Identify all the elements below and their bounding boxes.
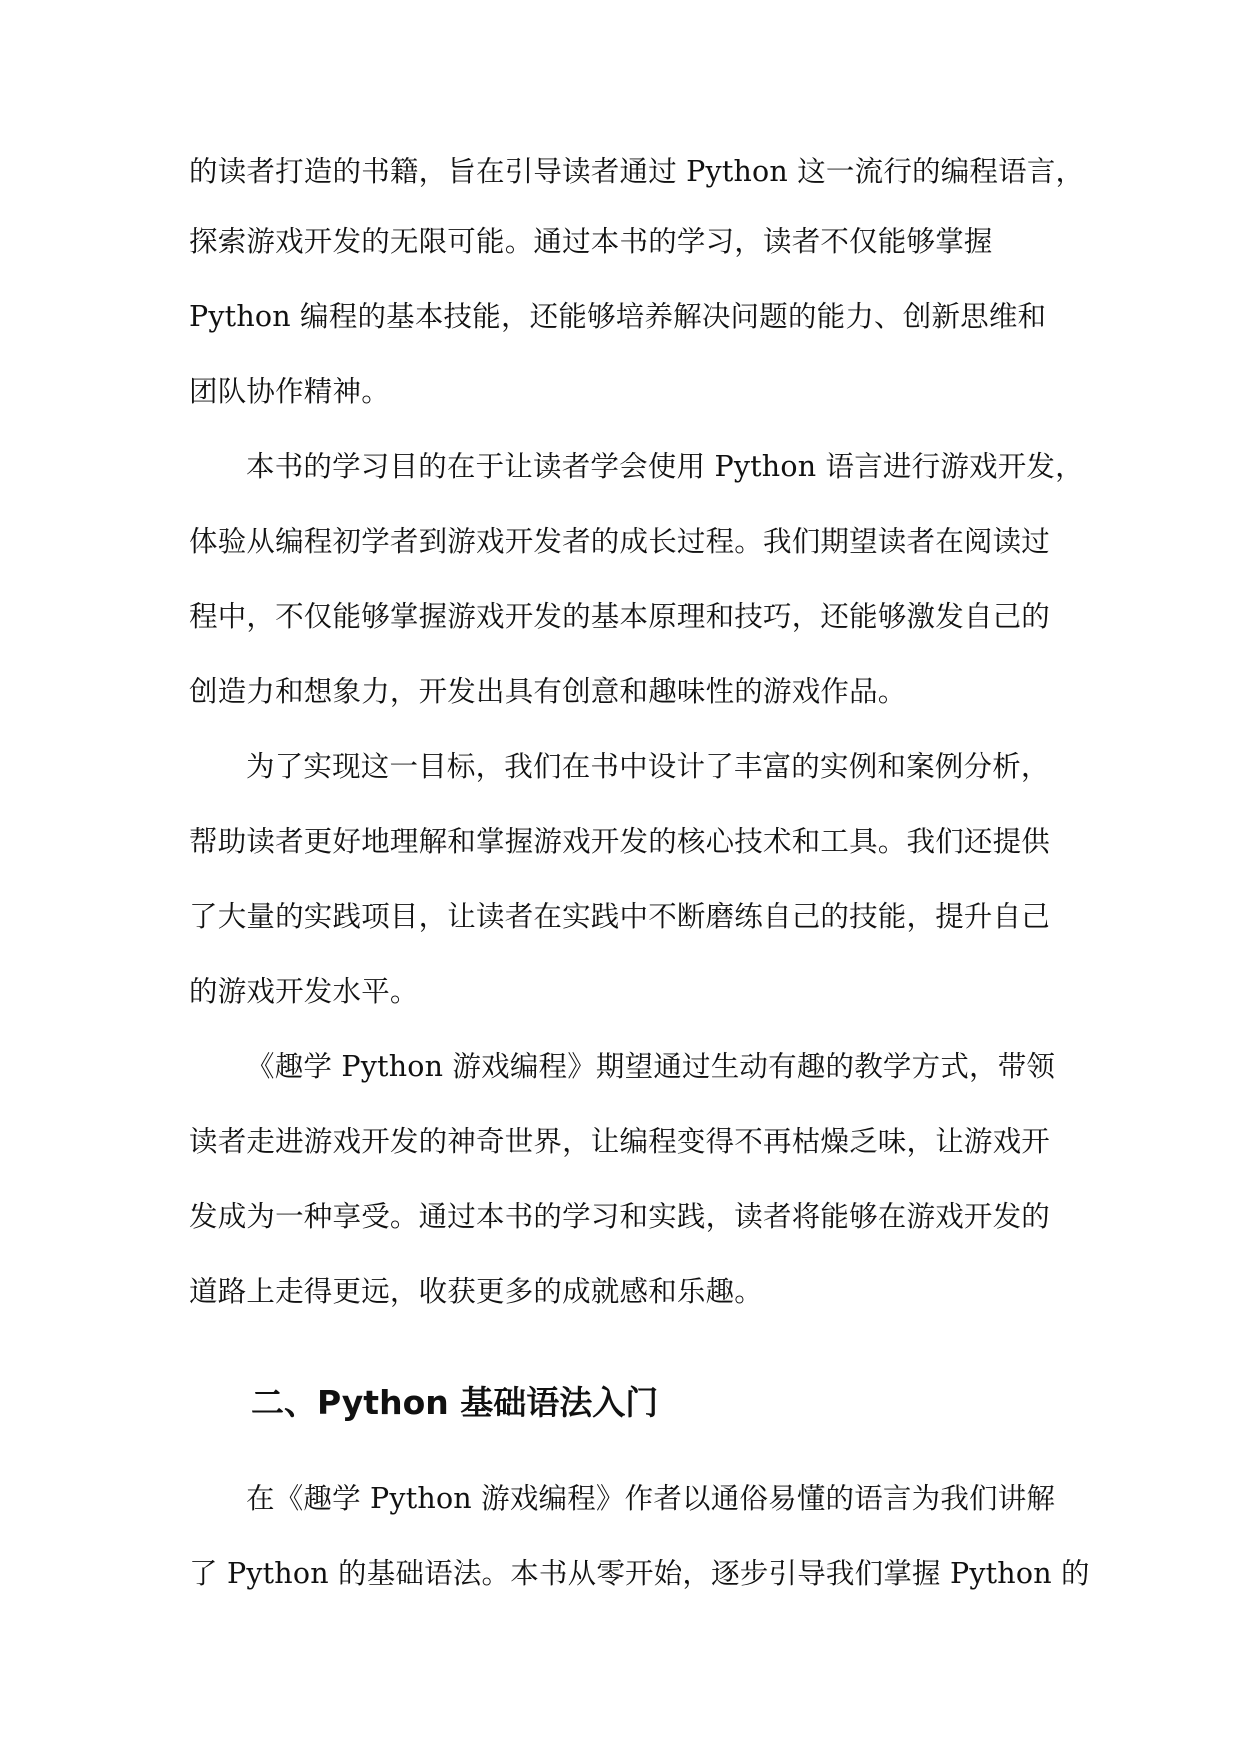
paragraph-4-line-4: 道路上走得更远，收获更多的成就感和乐趣。: [189, 1275, 764, 1308]
paragraph-2-line-2: 体验从编程初学者到游戏开发者的成长过程。我们期望读者在阅读过: [189, 525, 1051, 558]
paragraph-3-line-4: 的游戏开发水平。: [189, 975, 419, 1008]
paragraph-1-line-3: Python 编程的基本技能，还能够培养解决问题的能力、创新思维和: [189, 300, 1047, 333]
paragraph-2-line-1: 本书的学习目的在于让读者学会使用 Python 语言进行游戏开发，: [246, 450, 1084, 483]
paragraph-1-line-1: 的读者打造的书籍，旨在引导读者通过 Python 这一流行的编程语言，: [189, 155, 1085, 188]
section-paragraph-line-2: 了 Python 的基础语法。本书从零开始，逐步引导我们掌握 Python 的: [189, 1557, 1090, 1590]
paragraph-3-line-3: 了大量的实践项目，让读者在实践中不断磨练自己的技能，提升自己: [189, 900, 1051, 933]
paragraph-1-line-2: 探索游戏开发的无限可能。通过本书的学习，读者不仅能够掌握: [189, 225, 993, 258]
paragraph-2-line-3: 程中，不仅能够掌握游戏开发的基本原理和技巧，还能够激发自己的: [189, 600, 1051, 633]
paragraph-3-line-1: 为了实现这一目标，我们在书中设计了丰富的实例和案例分析，: [246, 750, 1050, 783]
section-paragraph-line-1: 在《趣学 Python 游戏编程》作者以通俗易懂的语言为我们讲解: [246, 1482, 1056, 1515]
paragraph-2-line-4: 创造力和想象力，开发出具有创意和趣味性的游戏作品。: [189, 675, 907, 708]
paragraph-4-line-1: 《趣学 Python 游戏编程》期望通过生动有趣的教学方式，带领: [246, 1050, 1056, 1083]
paragraph-4-line-2: 读者走进游戏开发的神奇世界，让编程变得不再枯燥乏味，让游戏开: [189, 1125, 1051, 1158]
paragraph-3-line-2: 帮助读者更好地理解和掌握游戏开发的核心技术和工具。我们还提供: [189, 825, 1051, 858]
paragraph-4-line-3: 发成为一种享受。通过本书的学习和实践，读者将能够在游戏开发的: [189, 1200, 1051, 1233]
paragraph-1-line-4: 团队协作精神。: [189, 375, 390, 408]
section-heading: 二、Python 基础语法入门: [251, 1383, 659, 1422]
